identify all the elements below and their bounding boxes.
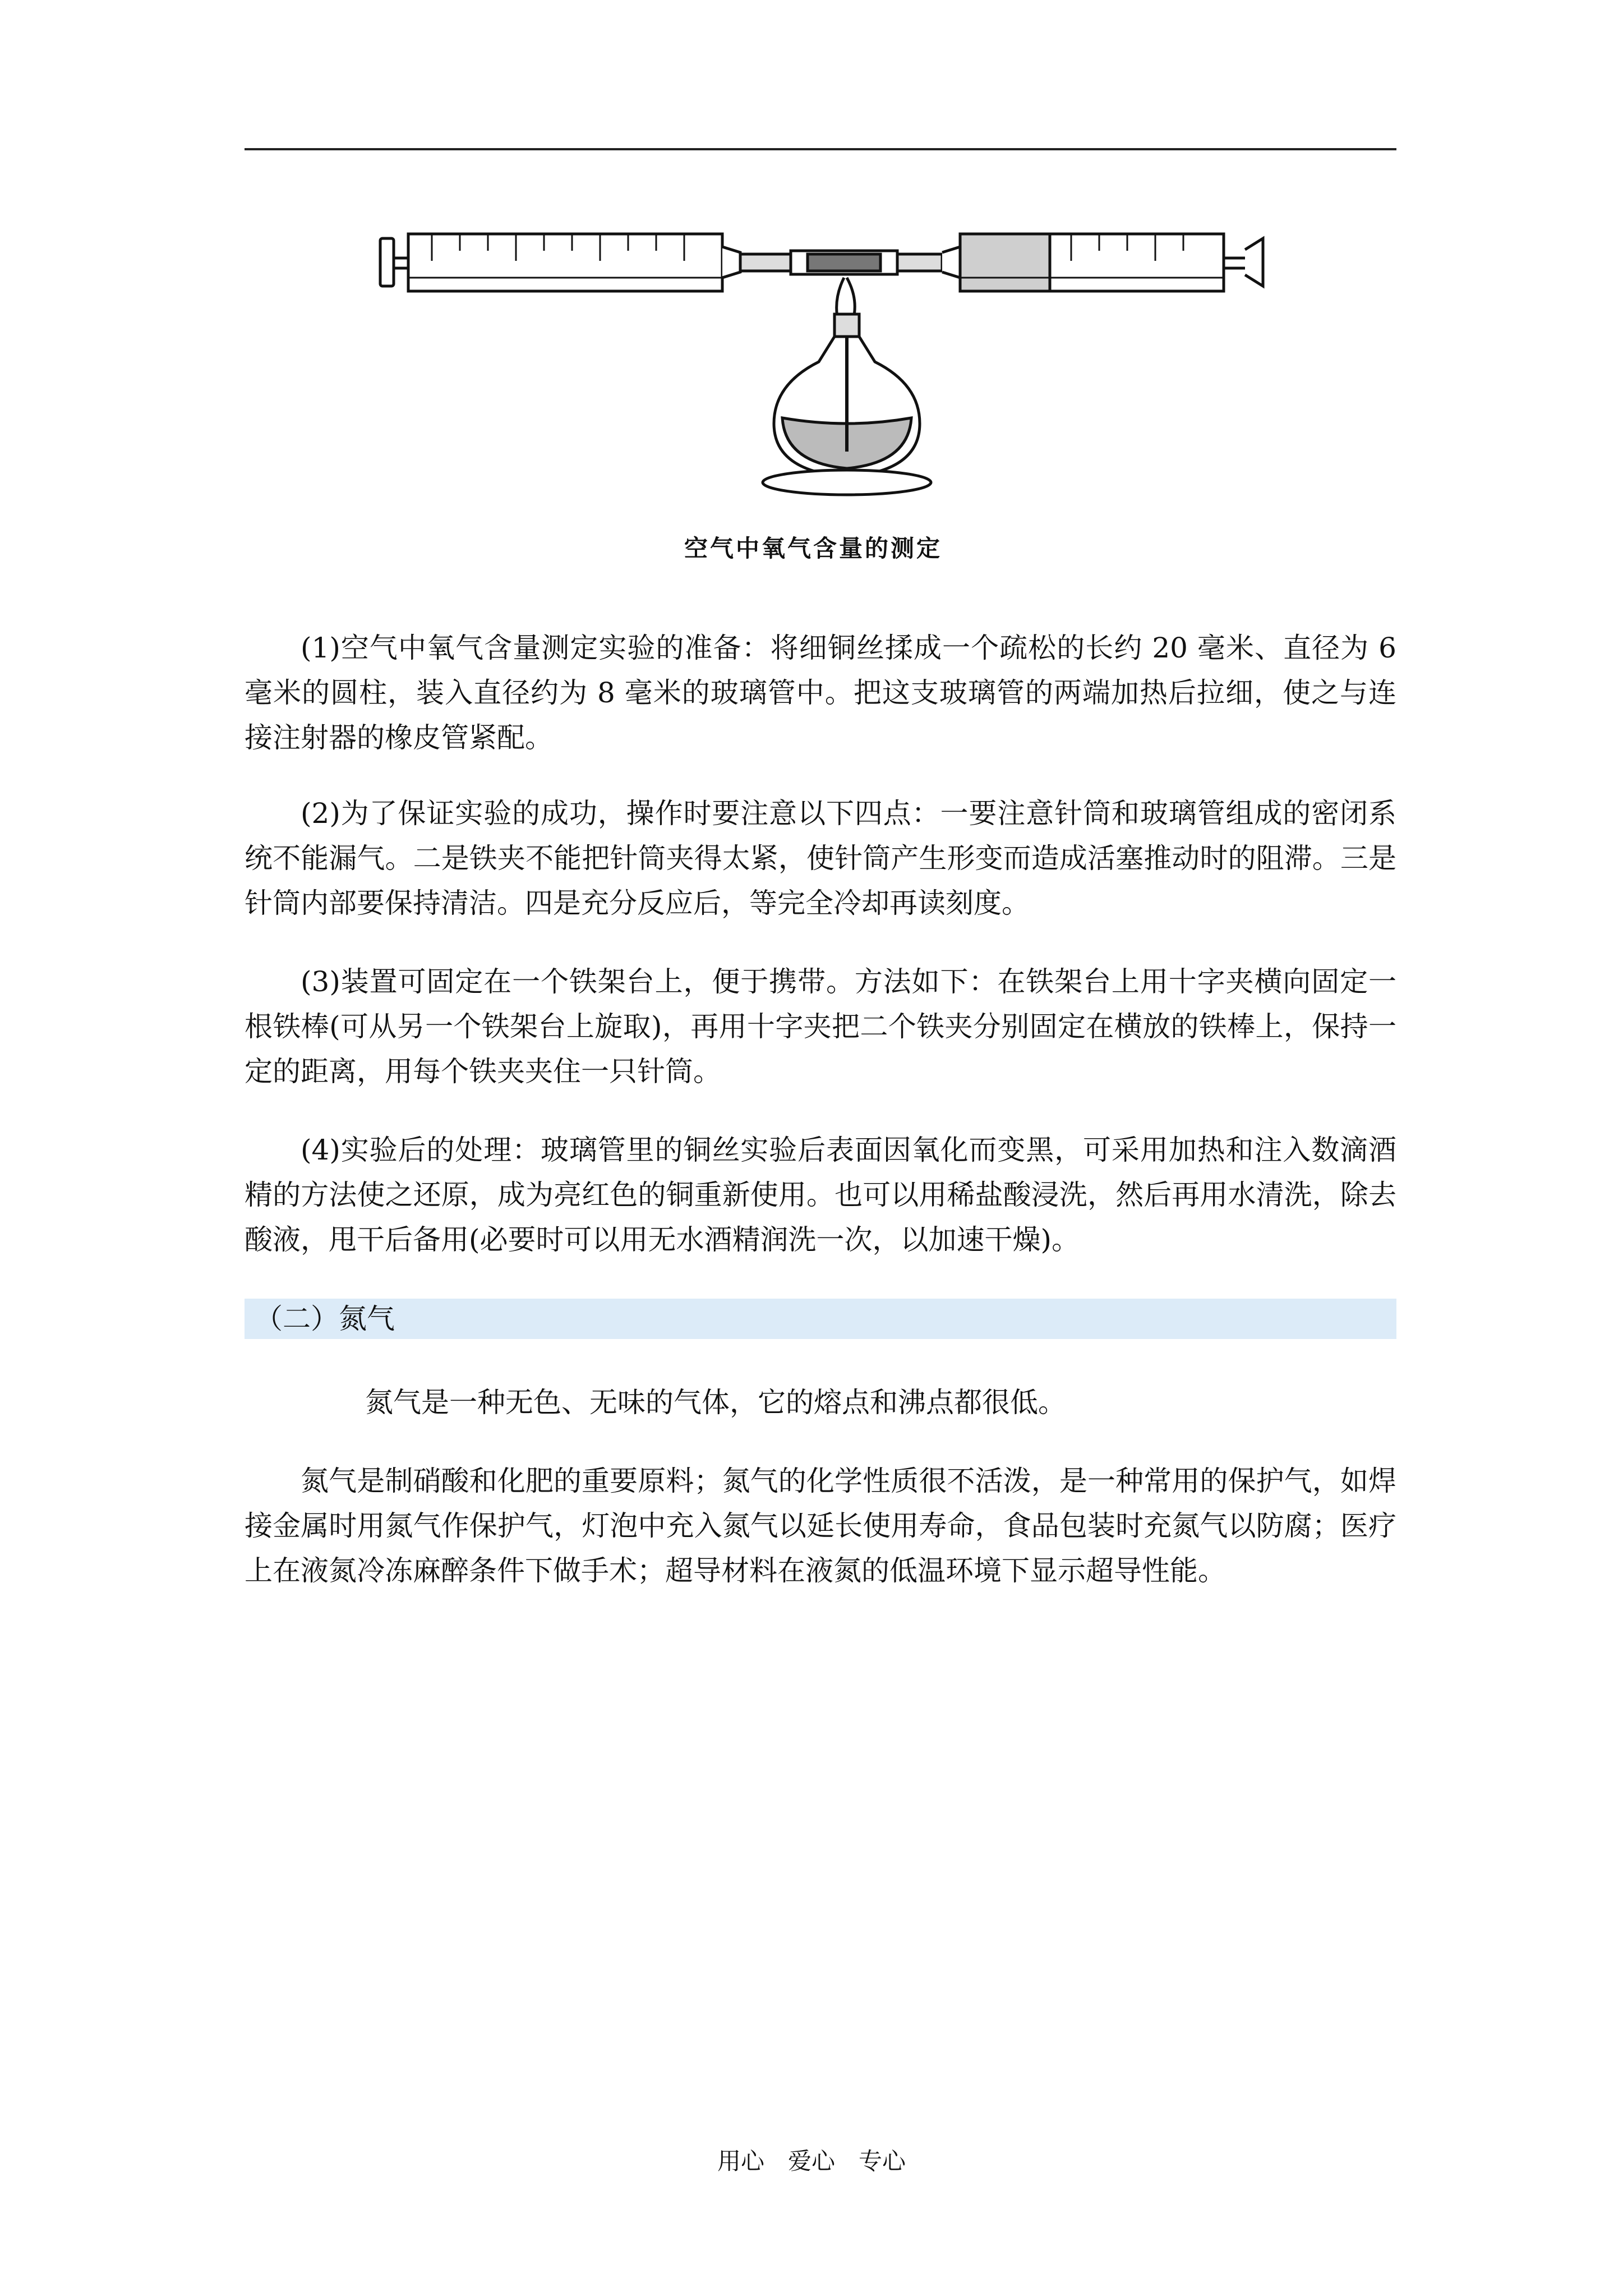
header-rule [245,148,1396,150]
section-body: 氮气是制硝酸和化肥的重要原料；氮气的化学性质很不活泼，是一种常用的保护气，如焊接金属时用氮气作保护气，灯泡中充入氮气以延长使用寿命，食品包装时充氮气以防腐；医疗上在液氮冷冻麻醉条件下做手术；超导材料在液氮的低温环境下显示超导性能。 [245,1465,1396,1587]
paragraph-2: (2)为了保证实验的成功，操作时要注意以下四点：一要注意针筒和玻璃管组成的密闭系统不能漏气。二是铁夹不能把针筒夹得太紧，使针筒产生形变而造成活塞推动时的阻滞。三是针筒内部要保持清洁。四是充分反应后，等完全冷却再读刻度。 [245,797,1396,919]
figure-caption: 空气中氧气含量的测定 [684,535,942,562]
section-heading: （二）氮气 [245,1299,1396,1339]
page-footer: 用心 爱心 专心 [717,2147,906,2175]
paragraph-3: (3)装置可固定在一个铁架台上，便于携带。方法如下：在铁架台上用十字夹横向固定一根铁棒(可从另一个铁架台上旋取)，再用十字夹把二个铁夹分别固定在横放的铁棒上，保持一定的距离，用每个铁夹夹住一只针筒。 [245,965,1396,1088]
section-lead: 氮气是一种无色、无味的气体，它的熔点和沸点都很低。 [365,1386,1066,1419]
paragraph-1: (1)空气中氧气含量测定实验的准备：将细铜丝揉成一个疏松的长约 20 毫米、直径为 6 毫米的圆柱，装入直径约为 8 毫米的玻璃管中。把这支玻璃管的两端加热后拉细，使之与连接注射器的橡皮管紧配。 [245,632,1396,754]
paragraph-4: (4)实验后的处理：玻璃管里的铜丝实验后表面因氧化而变黑，可采用加热和注入数滴酒精的方法使之还原，成为亮红色的铜重新使用。也可以用稀盐酸浸洗，然后再用水清洗，除去酸液，甩干后备用(必要时可以用无水酒精润洗一次，以加速干燥)。 [245,1134,1396,1256]
apparatus-figure [370,216,1273,508]
